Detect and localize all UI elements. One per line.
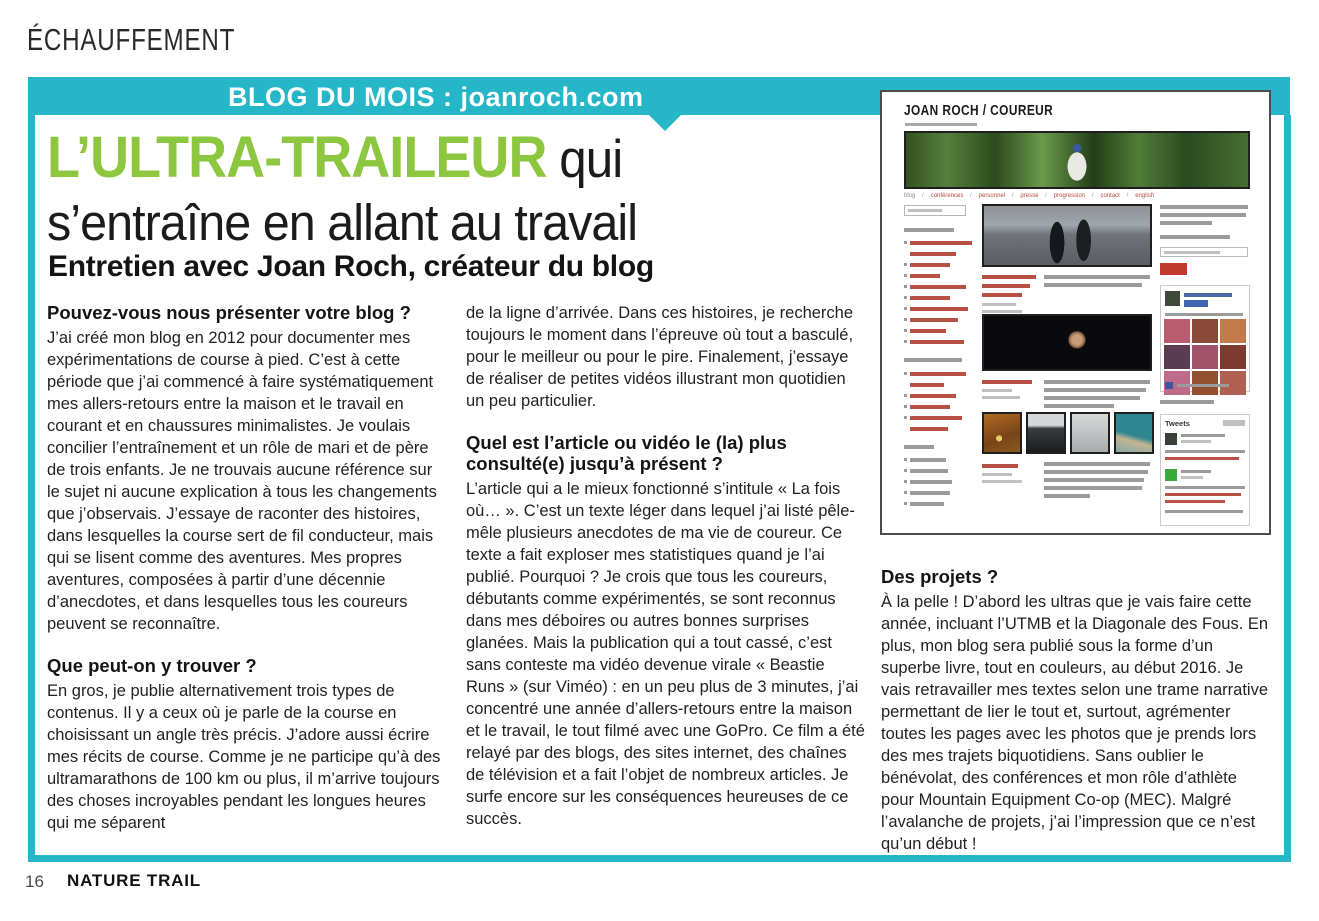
mini-facebook-widget	[1160, 285, 1250, 392]
text-line-placeholder	[1160, 235, 1230, 239]
text-line-placeholder	[904, 394, 907, 397]
text-line-placeholder	[1160, 400, 1214, 404]
text-line-placeholder	[982, 303, 1016, 306]
text-line-placeholder	[904, 329, 907, 332]
text-line-placeholder	[1164, 251, 1220, 254]
text-line-placeholder	[910, 394, 956, 398]
text-line-placeholder	[1181, 440, 1211, 443]
answer-paragraph: de la ligne d’arrivée. Dans ces histoires, je recherche toujours le moment dans l’épreuve où tout a basculé, pour le meilleur ou pour le pire. Finalement, j’essaye de réaliser de petites vidéos illustrant mon quotidien un peu particulier.	[466, 304, 854, 410]
text-line-placeholder	[910, 502, 944, 506]
headline-rest: qui	[546, 130, 623, 189]
text-line-placeholder	[904, 458, 946, 462]
mini-subscribe-input	[1160, 247, 1248, 257]
text-line-placeholder	[904, 469, 907, 472]
page-number: 16	[25, 872, 44, 891]
text-line-placeholder	[904, 340, 907, 343]
text-line-placeholder	[910, 491, 950, 495]
text-line-placeholder	[910, 480, 952, 484]
mini-nav-item: presse /	[1020, 193, 1046, 199]
mini-tweets-label: Tweets	[1165, 419, 1190, 428]
text-line-placeholder	[904, 241, 907, 244]
mini-post-photo-portrait	[982, 314, 1152, 371]
text-line-placeholder	[1044, 396, 1140, 400]
text-line-placeholder	[904, 358, 962, 362]
text-line-placeholder	[904, 394, 956, 398]
text-line-placeholder	[910, 383, 944, 387]
headline-line2: s’entraîne en allant au travail	[47, 194, 638, 251]
mini-site-nav	[904, 193, 1159, 199]
text-line-placeholder	[1181, 470, 1211, 473]
text-line-placeholder	[982, 473, 1012, 476]
question-heading: Que peut-on y trouver ?	[47, 655, 257, 676]
mini-nav-item: english	[1135, 193, 1155, 199]
mini-nav-item: progression /	[1054, 193, 1094, 199]
text-line-placeholder	[910, 263, 950, 267]
text-line-placeholder	[904, 372, 907, 375]
text-line-placeholder	[982, 284, 1030, 288]
article-column-1	[47, 302, 447, 834]
text-line-placeholder	[910, 469, 948, 473]
text-line-placeholder	[1044, 462, 1150, 466]
text-line-placeholder	[1181, 476, 1203, 479]
text-line-placeholder	[1165, 313, 1243, 316]
text-line-placeholder	[904, 340, 964, 344]
text-line-placeholder	[1044, 494, 1090, 498]
text-line-placeholder	[1165, 450, 1245, 453]
magazine-name: NATURE TRAIL	[67, 871, 201, 890]
article-subheadline: Entretien avec Joan Roch, créateur du blog	[48, 250, 654, 283]
text-line-placeholder	[904, 372, 966, 376]
text-line-placeholder	[910, 296, 950, 300]
text-line-placeholder	[1160, 213, 1246, 217]
answer-paragraph: En gros, je publie alternativement trois types de contenus. Il y a ceux où je parle de la course en choisissant un angle très précis. J’adore aussi écrire mes récits de course. Comme je ne participe qu’à des ultramarathons de 100 km ou plus, il m’arrive toujours des choses incroyables pendant les longues heures qui me séparent	[47, 682, 441, 832]
text-line-placeholder	[904, 405, 907, 408]
text-line-placeholder	[1165, 493, 1241, 496]
text-line-placeholder	[1164, 345, 1190, 369]
text-line-placeholder	[1165, 457, 1239, 460]
text-line-placeholder	[1044, 283, 1142, 287]
text-line-placeholder	[904, 445, 934, 449]
text-line-placeholder	[904, 458, 907, 461]
frame-border-right	[1284, 115, 1291, 855]
text-line-placeholder	[982, 293, 1022, 297]
headline-highlight: L’ULTRA-TRAILEUR	[47, 125, 547, 190]
text-line-placeholder	[1192, 319, 1218, 343]
text-line-placeholder	[910, 340, 964, 344]
text-line-placeholder	[904, 307, 907, 310]
text-line-placeholder	[1165, 500, 1225, 503]
text-line-placeholder	[904, 416, 907, 419]
text-line-placeholder	[904, 469, 948, 473]
text-line-placeholder	[904, 228, 954, 232]
text-line-placeholder	[982, 480, 1022, 483]
text-line-placeholder	[1044, 388, 1146, 392]
frame-border-bottom	[28, 855, 1291, 862]
mini-fb-follow-button	[1184, 300, 1208, 307]
text-line-placeholder	[982, 275, 1036, 279]
text-line-placeholder	[1192, 371, 1218, 395]
text-line-placeholder	[904, 285, 966, 289]
mini-nav-item: blog /	[904, 193, 924, 199]
mini-nav-item: personnel /	[979, 193, 1014, 199]
mini-site-tagline-placeholder	[905, 123, 977, 126]
text-line-placeholder	[904, 502, 944, 506]
mini-nav-item: conférences /	[931, 193, 972, 199]
text-line-placeholder	[1044, 486, 1142, 490]
text-line-placeholder	[904, 274, 940, 278]
text-line-placeholder	[910, 427, 948, 431]
mini-post-photo-running	[982, 204, 1152, 267]
text-line-placeholder	[1044, 275, 1150, 279]
text-line-placeholder	[1220, 319, 1246, 343]
text-line-placeholder	[904, 274, 907, 277]
text-line-placeholder	[904, 329, 946, 333]
text-line-placeholder	[904, 318, 958, 322]
question-heading: Quel est l’article ou vidéo le (la) plus consulté(e) jusqu’à présent ?	[466, 432, 787, 474]
text-line-placeholder	[908, 209, 942, 212]
text-line-placeholder	[904, 480, 952, 484]
text-line-placeholder	[904, 285, 907, 288]
question-heading: Des projets ?	[881, 566, 999, 587]
text-line-placeholder	[1181, 434, 1225, 437]
text-line-placeholder	[1223, 420, 1245, 426]
text-line-placeholder	[904, 307, 968, 311]
text-line-placeholder	[910, 241, 972, 245]
text-line-placeholder	[910, 274, 940, 278]
text-line-placeholder	[910, 285, 966, 289]
text-line-placeholder	[1160, 221, 1212, 225]
text-line-placeholder	[904, 491, 950, 495]
text-line-placeholder	[904, 263, 907, 266]
article-column-3	[881, 566, 1274, 855]
text-line-placeholder	[982, 389, 1012, 392]
mini-thumb-ocean	[1114, 412, 1154, 454]
text-line-placeholder	[910, 252, 956, 256]
text-line-placeholder	[982, 396, 1020, 399]
mini-thumb-fog	[1070, 412, 1110, 454]
text-line-placeholder	[982, 464, 1018, 468]
text-line-placeholder	[982, 310, 1022, 313]
text-line-placeholder	[1165, 486, 1245, 489]
blog-website-screenshot	[880, 90, 1271, 535]
mini-nav-item: contact /	[1100, 193, 1128, 199]
frame-border-left	[28, 115, 35, 855]
article-headline	[47, 124, 668, 252]
answer-paragraph: L’article qui a le mieux fonctionné s’intitule « La fois où… ». C’est un texte léger dans lequel j’ai listé pêle-mêle plusieurs anecdotes de ma vie de coureur. Ce texte a fait exploser mes statistiques quand je l’ai publié. Pourquoi ? Je crois que tous les coureurs, débutants comme expérimentés, se sont reconnus dans mes déboires ou autres bonnes surprises glanées. Mais la publication qui a tout cassé, c’est sans conteste ma vidéo devenue virale « Beastie Runs » (sur Viméo) : en un peu plus de 3 minutes, j’ai concentré une année d’allers-retours entre la maison et le travail, le tout filmé avec une GoPro. Ce film a été relayé par des blogs, des sites internet, des chaînes de télévision et a fait l’objet de nombreux articles. Je surfe encore sur les conséquences heureuses de ce succès.	[466, 480, 865, 828]
text-line-placeholder	[1160, 205, 1248, 209]
text-line-placeholder	[910, 405, 950, 409]
text-line-placeholder	[904, 405, 950, 409]
text-line-placeholder	[1044, 478, 1144, 482]
text-line-placeholder	[910, 307, 968, 311]
text-line-placeholder	[910, 416, 962, 420]
mini-site-title: JOAN ROCH / COUREUR	[904, 103, 1054, 119]
text-line-placeholder	[1044, 380, 1150, 384]
text-line-placeholder	[904, 480, 907, 483]
mini-thumb-mountain	[1026, 412, 1066, 454]
answer-paragraph: À la pelle ! D’abord les ultras que je vais faire cette année, incluant l’UTMB et la Diagonale des Fous. En plus, mon blog sera publié sous la forme d’un superbe livre, tout en couleurs, au début 2016. Je vais retravailler mes textes selon une trame narrative permettant de lier le tout et, surtout, agrémenter toutes les pages avec les photos que je prends lors des mes trajets biquotidiens. Sans oublier le bénévolat, des conférences et mon rôle d’athlète pour Mountain Equipment Co-op (MEC). Malgré l’avalanche de projets, j’ai l’impression que ce n’est qu’un début !	[881, 593, 1269, 853]
text-line-placeholder	[1165, 510, 1243, 513]
mini-twitter-widget	[1160, 414, 1250, 526]
text-line-placeholder	[904, 296, 907, 299]
text-line-placeholder	[910, 318, 958, 322]
text-line-placeholder	[1220, 345, 1246, 369]
text-line-placeholder	[982, 380, 1032, 384]
mini-site-header-photo	[904, 131, 1250, 189]
section-kicker: ÉCHAUFFEMENT	[27, 22, 236, 57]
text-line-placeholder	[1192, 345, 1218, 369]
text-line-placeholder	[910, 252, 956, 256]
text-line-placeholder	[904, 263, 950, 267]
text-line-placeholder	[910, 458, 946, 462]
text-line-placeholder	[904, 416, 962, 420]
text-line-placeholder	[904, 318, 907, 321]
text-line-placeholder	[910, 383, 944, 387]
text-line-placeholder	[1044, 470, 1148, 474]
text-line-placeholder	[910, 427, 948, 431]
text-line-placeholder	[904, 241, 972, 245]
text-line-placeholder	[1044, 404, 1114, 408]
text-line-placeholder	[904, 491, 907, 494]
answer-paragraph: J’ai créé mon blog en 2012 pour documenter mes expérimentations de course à pied. C’est à cette période que j’ai commencé à faire systématiquement mes allers-retours entre la maison et le travail en courant et en chaussures minimalistes. Je voulais concilier l’entraînement et un rôle de mari et de père de trois enfants. Je ne trouvais aucune référence sur le sujet ni aucune explication à tous les changements que j’observais. J’essaye de raconter des histoires, dans lesquelles la course sert de fil conducteur, mais qui se lisent comme des aventures. Mes propres aventures, composées à partir d’une décennie d’anecdotes, et dans lesquelles tous les coureurs peuvent se reconnaître.	[47, 329, 437, 633]
text-line-placeholder	[910, 372, 966, 376]
mini-search-box	[904, 205, 966, 216]
blog-of-month-label: BLOG DU MOIS : joanroch.com	[228, 82, 644, 112]
text-line-placeholder	[1164, 319, 1190, 343]
mini-subscribe-button	[1160, 263, 1187, 275]
question-heading: Pouvez-vous nous présenter votre blog ?	[47, 302, 411, 323]
text-line-placeholder	[904, 296, 950, 300]
text-line-placeholder	[1220, 371, 1246, 395]
text-line-placeholder	[910, 329, 946, 333]
text-line-placeholder	[1177, 384, 1229, 387]
article-column-2	[466, 302, 866, 830]
text-line-placeholder	[904, 502, 907, 505]
mini-thumb-autumn	[982, 412, 1022, 454]
